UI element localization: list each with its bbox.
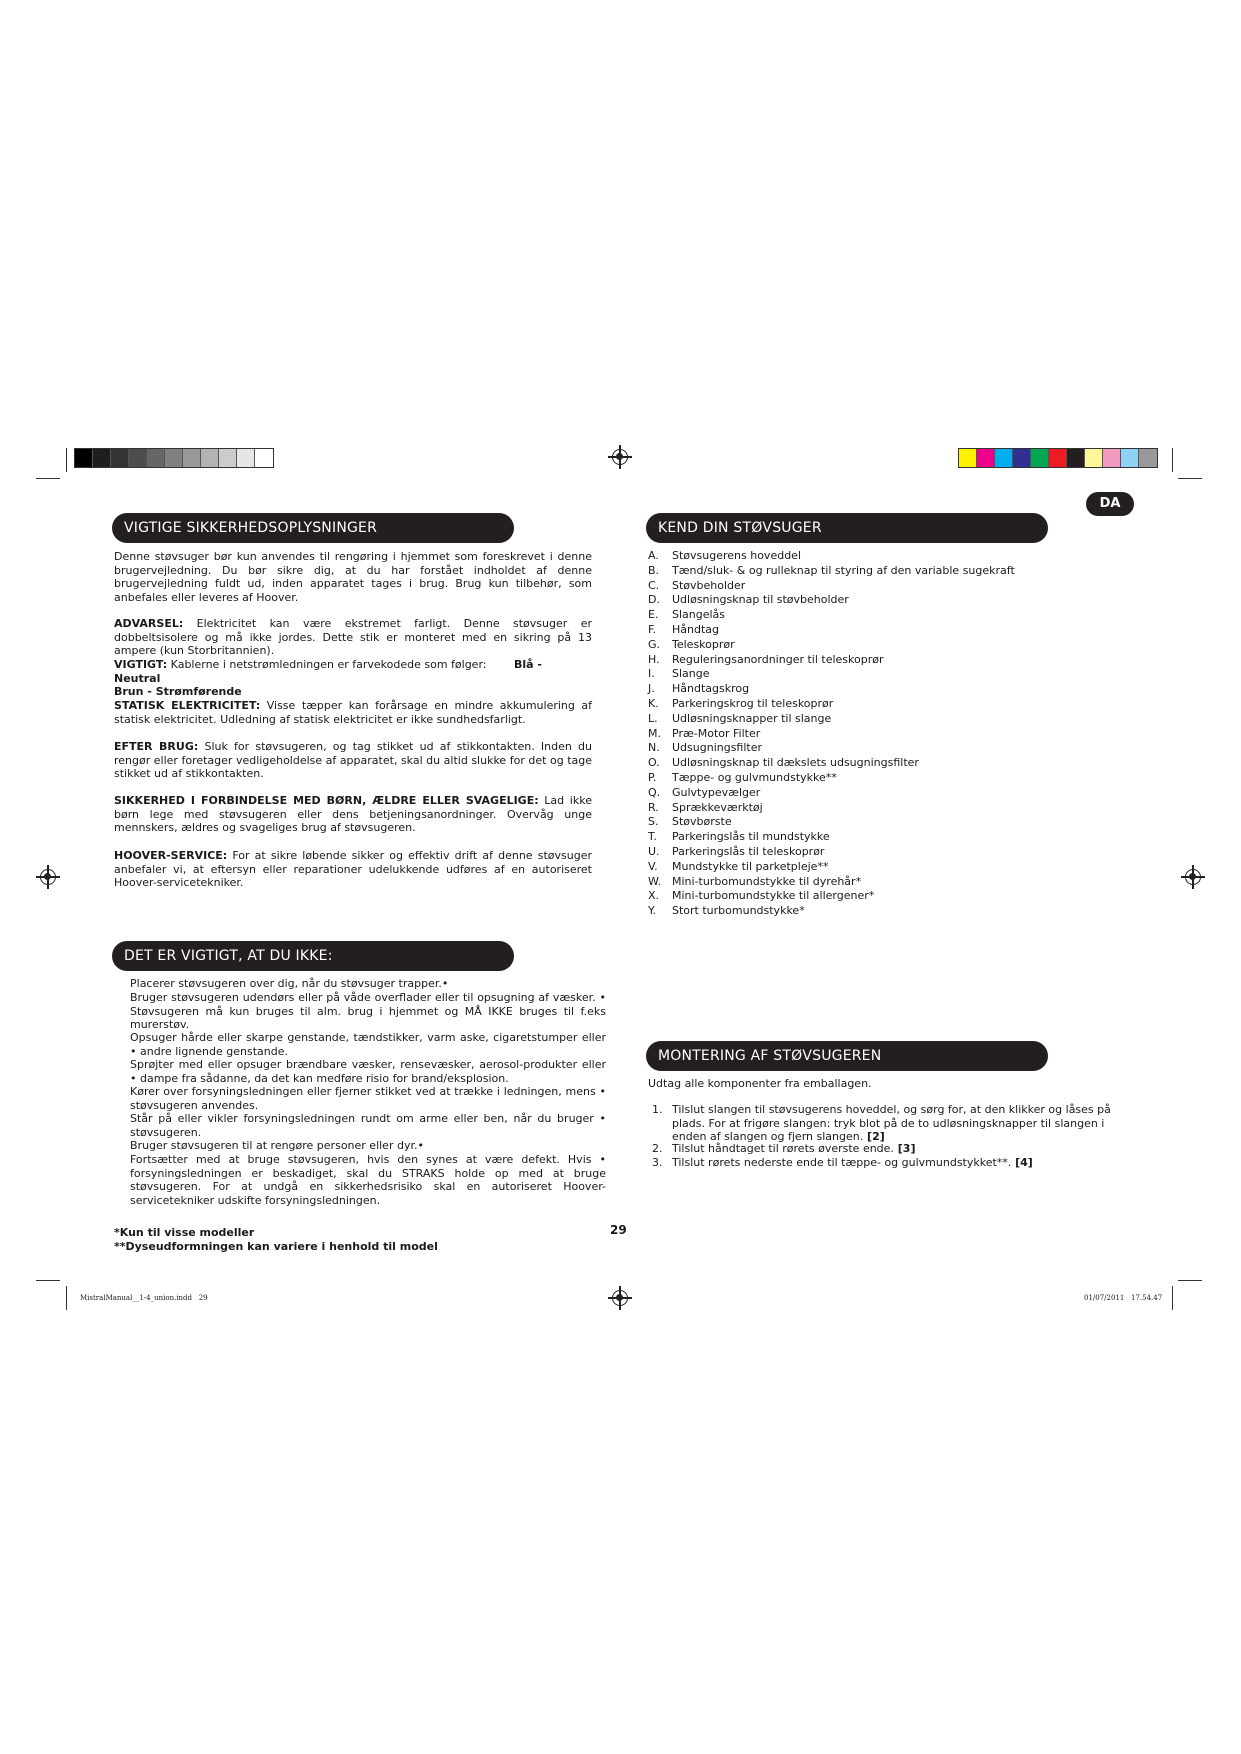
- dont-item: Sprøjter med eller opsuger brændbare væsker, rensevæsker, aerosol-produkter eller • dampe fra sådanne, da det kan medføre risio for brand/eksplosion.: [130, 1058, 606, 1085]
- after-use-text: Sluk for støvsugeren, og tag stikket ud af stikkontakten. Inden du rengør eller foretager vedligeholdelse af apparatet, skal du altid slukke for det og tage stikket ud af stikkontakten.: [114, 740, 592, 781]
- component-letter: I.: [648, 667, 655, 681]
- component-name: Udløsningsknap til dækslets udsugningsfilter: [672, 756, 919, 770]
- dont-item: Opsuger hårde eller skarpe genstande, tændstikker, varm aske, cigaretstumper eller • andre lignende genstande.: [130, 1031, 606, 1058]
- color-swatch: [1013, 449, 1031, 467]
- important-text: Kablerne i netstrømledningen er farvekodede som følger:: [167, 658, 487, 671]
- component-list-item: [648, 741, 762, 755]
- crop-mark: [1178, 478, 1202, 479]
- dont-item: Kører over forsyningsledningen eller fjerner stikket ved at trække i ledningen, mens • støvsugeren anvendes.: [130, 1085, 606, 1112]
- component-name: Støvbeholder: [672, 578, 746, 592]
- component-list-item: [648, 667, 710, 681]
- after-use-label: EFTER BRUG:: [114, 740, 199, 753]
- crop-mark: [1178, 1280, 1202, 1281]
- component-letter: X.: [648, 889, 660, 903]
- component-letter: D.: [648, 593, 660, 607]
- dont-item: Placerer støvsugeren over dig, når du støvsuger trapper.•: [130, 977, 449, 990]
- component-list-item: [648, 889, 874, 903]
- component-name: Stort turbomundstykke*: [672, 904, 805, 918]
- component-list-item: [648, 564, 1015, 578]
- wire-blue: Blå - Neutral: [114, 658, 542, 685]
- color-swatch: [93, 449, 111, 467]
- component-list-item: [648, 875, 861, 889]
- component-letter: P.: [648, 771, 657, 784]
- component-name: Tænd/sluk- & og rulleknap til styring af den variable sugekraft: [672, 563, 1015, 577]
- component-letter: M.: [648, 726, 661, 740]
- component-list-item: [648, 786, 760, 800]
- assembly-step: [652, 1142, 1132, 1156]
- safety-section-header: VIGTIGE SIKKERHEDSOPLYSNINGER: [112, 513, 514, 543]
- component-name: Sprækkeværktøj: [672, 800, 763, 814]
- file-slug: MistralManual__1-4_union.indd 29: [80, 1294, 208, 1302]
- component-letter: F.: [648, 623, 657, 636]
- component-list-item: [648, 608, 725, 622]
- component-list-item: [648, 771, 837, 785]
- component-name: Slangelås: [672, 608, 726, 622]
- component-name: Gulvtypevælger: [672, 785, 761, 799]
- component-name: Parkeringslås til mundstykke: [672, 830, 830, 844]
- component-letter: A.: [648, 549, 659, 562]
- assembly-section-header: MONTERING AF STØVSUGEREN: [646, 1041, 1048, 1071]
- component-letter: O.: [648, 756, 660, 770]
- color-swatch: [1067, 449, 1085, 467]
- children-paragraph: [114, 794, 592, 835]
- component-letter: N.: [648, 741, 660, 755]
- component-list-item: [648, 756, 919, 770]
- registration-mark-icon: [612, 449, 628, 465]
- component-name: Slange: [672, 667, 710, 681]
- color-swatch: [255, 449, 273, 467]
- component-list-item: [648, 712, 831, 726]
- component-list-item: [648, 815, 732, 829]
- component-list-item: [648, 579, 745, 593]
- static-label: STATISK ELEKTRICITET:: [114, 699, 261, 712]
- step-text: Tilslut håndtaget til rørets øverste ende. [3]: [672, 1142, 916, 1155]
- component-name: Mini-turbomundstykke til allergener*: [672, 889, 875, 903]
- color-swatch: [111, 449, 129, 467]
- page-number: 29: [610, 1223, 627, 1237]
- wire-brown: Brun - Strømførende: [114, 685, 242, 699]
- component-name: Parkeringslås til teleskoprør: [672, 845, 825, 858]
- important-label: VIGTIGT:: [114, 658, 168, 671]
- component-name: Tæppe- og gulvmundstykke**: [672, 771, 837, 784]
- component-letter: E.: [648, 608, 659, 622]
- safety-intro: Denne støvsuger bør kun anvendes til rengøring i hjemmet som foreskrevet i denne brugervejledning. Du bør sikre dig, at du har forstået indholdet af denne brugervejledning fuldt ud, inden apparatet tages i brug. Brug kun tilbehør, som anbefales eller leveres af Hoover.: [114, 550, 592, 604]
- step-text: Tilslut rørets nederste ende til tæppe- og gulvmundstykket**. [4]: [672, 1156, 1033, 1169]
- color-swatch: [995, 449, 1013, 467]
- color-swatch: [201, 449, 219, 467]
- gray-calibration-strip: [74, 448, 274, 468]
- color-swatch: [237, 449, 255, 467]
- component-letter: Y.: [648, 904, 656, 918]
- color-swatch: [1085, 449, 1103, 467]
- dont-item: Bruger støvsugeren udendørs eller på våde overflader eller til opsugning af væsker. • Støvsugeren må kun bruges til alm. brug i hjemmet og MÅ IKKE bruges til f.eks murerstøv.: [130, 991, 606, 1032]
- component-name: Mini-turbomundstykke til dyrehår*: [672, 874, 862, 888]
- component-name: Udsugningsfilter: [672, 741, 763, 755]
- crop-mark: [36, 478, 60, 479]
- component-list-item: [648, 904, 805, 918]
- color-swatch: [1031, 449, 1049, 467]
- registration-mark-icon: [40, 869, 56, 885]
- component-letter: J.: [648, 682, 655, 696]
- registration-mark-icon: [612, 1290, 628, 1306]
- color-swatch: [183, 449, 201, 467]
- assembly-step: [652, 1156, 1132, 1170]
- service-text: For at sikre løbende sikker og effektiv drift af denne støvsuger anbefaler vi, at eftersyn eller reparationer udelukkende udføres af en autoriseret Hoover-servicetekniker.: [114, 849, 592, 890]
- crop-mark: [1172, 448, 1173, 472]
- component-list-item: [648, 860, 828, 874]
- component-letter: Q.: [648, 785, 661, 799]
- crop-mark: [66, 1286, 67, 1310]
- crop-mark: [36, 1280, 60, 1281]
- component-letter: B.: [648, 563, 660, 577]
- component-letter: H.: [648, 652, 660, 666]
- component-list-item: [648, 653, 884, 667]
- component-list-item: [648, 697, 833, 711]
- color-swatch: [165, 449, 183, 467]
- date-slug: 01/07/2011 17.54.47: [1084, 1294, 1163, 1302]
- color-swatch: [75, 449, 93, 467]
- component-list-item: [648, 801, 763, 815]
- crop-mark: [1172, 1286, 1173, 1310]
- assembly-step: [652, 1103, 1132, 1144]
- component-letter: R.: [648, 800, 659, 814]
- footnote-nozzle: **Dyseudformningen kan variere i henhold til model: [114, 1240, 438, 1253]
- step-text: Tilslut slangen til støvsugerens hoveddel, og sørg for, at den klikker og låses på plads. For at frigøre slangen: tryk blot på de to udløsningsknapper til slangen i enden af slangen og fjern slangen. [2]: [672, 1103, 1111, 1144]
- component-name: Håndtag: [672, 623, 720, 636]
- component-letter: U.: [648, 845, 660, 858]
- color-swatch: [219, 449, 237, 467]
- color-swatch: [147, 449, 165, 467]
- crop-mark: [66, 448, 67, 472]
- dont-item: Står på eller vikler forsyningsledningen rundt om arme eller ben, når du bruger • støvsugeren.: [130, 1112, 606, 1139]
- component-letter: L.: [648, 711, 658, 725]
- component-name: Støvsugerens hoveddel: [672, 549, 802, 562]
- component-list-item: [648, 623, 719, 637]
- component-list-item: [648, 727, 760, 741]
- component-name: Reguleringsanordninger til teleskoprør: [672, 652, 884, 666]
- component-list-item: [648, 682, 749, 696]
- static-paragraph: [114, 699, 592, 726]
- warning-paragraph: [114, 617, 592, 658]
- component-name: Udløsningsknap til støvbeholder: [672, 593, 849, 607]
- component-list-item: [648, 845, 824, 859]
- color-swatch: [1139, 449, 1157, 467]
- registration-mark-icon: [1185, 869, 1201, 885]
- color-swatch: [1103, 449, 1121, 467]
- warning-text: Elektricitet kan være ekstremet farligt. Denne støvsuger er dobbeltsisolere og må ikke jordes. Dette stik er monteret med en sikring på 13 ampere (kun Storbritannien).: [114, 617, 592, 658]
- component-letter: T.: [648, 830, 657, 844]
- children-label: SIKKERHED I FORBINDELSE MED BØRN, ÆLDRE ELLER SVAGELIGE:: [114, 794, 539, 807]
- dont-item: Bruger støvsugeren til at rengøre personer eller dyr.•: [130, 1139, 424, 1152]
- know-section-header: KEND DIN STØVSUGER: [646, 513, 1048, 543]
- component-name: Udløsningsknapper til slange: [672, 711, 832, 725]
- footnote-models: *Kun til visse modeller: [114, 1226, 255, 1239]
- service-paragraph: [114, 849, 592, 890]
- color-swatch: [959, 449, 977, 467]
- component-list-item: [648, 638, 735, 652]
- component-name: Parkeringskrog til teleskoprør: [672, 697, 834, 710]
- component-list-item: [648, 549, 801, 563]
- component-name: Støvbørste: [672, 815, 732, 829]
- children-text: Lad ikke børn lege med støvsugeren eller dens betjeningsanordninger. Overvåg unge mennskers, ældres og svageliges brug af støvsugeren.: [114, 794, 592, 835]
- warning-label: ADVARSEL:: [114, 617, 184, 630]
- component-letter: K.: [648, 697, 659, 710]
- component-list-item: [648, 830, 830, 844]
- step-number: 3.: [652, 1156, 663, 1169]
- dont-item: Fortsætter med at bruge støvsugeren, hvis den synes at være defekt. Hvis • forsyningsledningen er beskadiget, skal du STRAKS holde op med at bruge støvsugeren. For at undgå en sikkerhedsrisiko skal en autoriseret Hoover-servicetekniker udskifte forsyningsledningen.: [130, 1153, 606, 1207]
- component-list-item: [648, 593, 849, 607]
- donts-section-header: DET ER VIGTIGT, AT DU IKKE:: [112, 941, 514, 971]
- service-label: HOOVER-SERVICE:: [114, 849, 228, 862]
- component-letter: G.: [648, 637, 661, 651]
- after-use-paragraph: [114, 740, 592, 781]
- assembly-intro: Udtag alle komponenter fra emballagen.: [648, 1077, 872, 1090]
- component-letter: C.: [648, 578, 660, 592]
- language-badge: DA: [1086, 492, 1134, 516]
- component-name: Mundstykke til parketpleje**: [672, 859, 829, 873]
- color-calibration-strip: [958, 448, 1158, 468]
- important-paragraph: [114, 658, 592, 699]
- component-letter: S.: [648, 815, 659, 829]
- component-name: Præ-Motor Filter: [672, 726, 761, 740]
- component-letter: V.: [648, 859, 658, 873]
- component-name: Teleskoprør: [672, 637, 735, 651]
- step-number: 2.: [652, 1142, 663, 1155]
- color-swatch: [1049, 449, 1067, 467]
- component-letter: W.: [648, 874, 662, 888]
- color-swatch: [1121, 449, 1139, 467]
- color-swatch: [977, 449, 995, 467]
- color-swatch: [129, 449, 147, 467]
- step-number: 1.: [652, 1103, 663, 1116]
- static-text: Visse tæpper kan forårsage en mindre akkumulering af statisk elektricitet. Udledning af statisk elektricitet er ikke sundhedsfarligt.: [114, 699, 592, 726]
- component-name: Håndtagskrog: [672, 682, 750, 696]
